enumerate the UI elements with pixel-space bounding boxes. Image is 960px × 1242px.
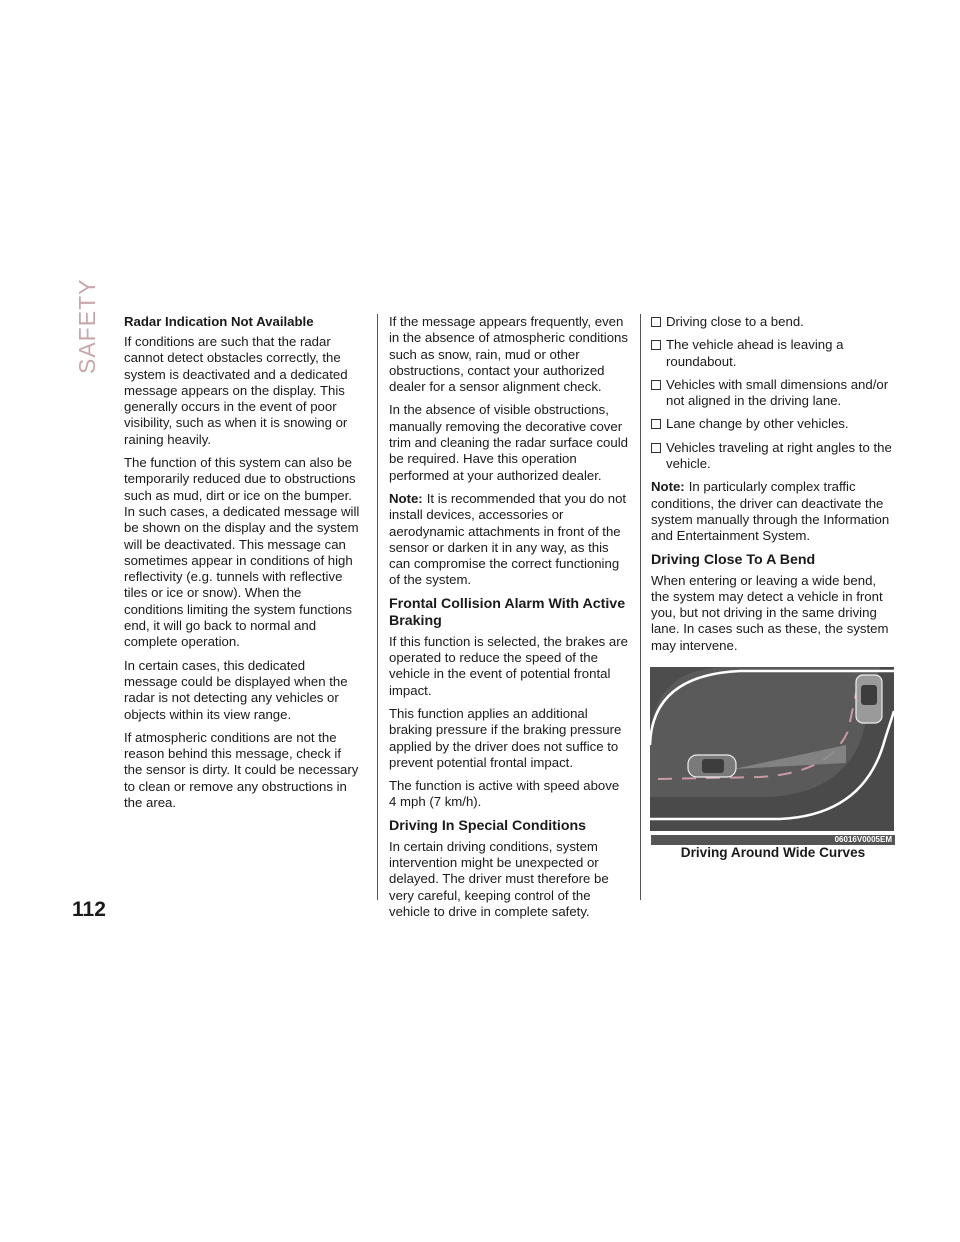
note-text: In particularly complex traffic conditions, the driver can deactivate the system manually through the Information and Entertainment System. — [651, 479, 890, 544]
figure-code-bar — [651, 835, 895, 845]
note-label: Note: — [651, 479, 685, 495]
figure-caption: Driving Around Wide Curves — [651, 845, 895, 861]
section-tab — [70, 278, 100, 378]
note — [389, 491, 629, 589]
heading-close-to-bend: Driving Close To A Bend — [651, 551, 816, 568]
paragraph: In certain driving conditions, system intervention might be unexpected or delayed. The driver must therefore be very careful, keeping control of the vehicle to drive in complete safety. — [389, 838, 609, 919]
checkbox-bullet-icon — [651, 340, 661, 350]
paragraph: If conditions are such that the radar cannot detect obstacles correctly, the system is deactivated and a dedicated message appears on the display. This generally occurs in the event of poor visibility, such as when it is snowing or raining heavily. — [124, 334, 348, 447]
column-divider — [640, 314, 641, 900]
column-divider — [377, 314, 378, 900]
heading-radar-indication: Radar Indication Not Available — [124, 314, 314, 329]
heading-frontal-collision: Frontal Collision Alarm With Active Braking — [389, 595, 626, 629]
paragraph: In certain cases, this dedicated message could be displayed when the radar is not detecting any vehicles or objects within its view range. — [124, 657, 348, 722]
list-item: Vehicles traveling at right angles to the vehicle. — [651, 440, 897, 473]
list-item: Vehicles with small dimensions and/or not aligned in the driving lane. — [651, 377, 897, 410]
checkbox-bullet-icon — [651, 419, 661, 429]
paragraph: If atmospheric conditions are not the reason behind this message, check if the sensor is dirty. It could be necessary to clean or remove any obstructions in the area. — [124, 729, 359, 811]
list-item: The vehicle ahead is leaving a roundabout. — [651, 337, 897, 370]
column-2 — [389, 314, 629, 927]
paragraph: If this function is selected, the brakes are operated to reduce the speed of the vehicle in the event of potential frontal impact. — [389, 633, 628, 698]
curve-illustration — [650, 667, 894, 831]
heading-special-conditions: Driving In Special Conditions — [389, 817, 587, 834]
paragraph: This function applies an additional braking pressure if the braking pressure applied by the driver does not suffice to prevent potential frontal impact. — [389, 705, 622, 770]
note-label: Note: — [389, 490, 423, 506]
checkbox-bullet-icon — [651, 380, 661, 390]
column-1 — [124, 314, 360, 818]
column-3 — [651, 314, 897, 861]
list-item: Driving close to a bend. — [651, 314, 897, 330]
figure-code: 06016V0005EM — [834, 835, 892, 845]
note-text: It is recommended that you do not install devices, accessories or aerodynamic attachments in front of the sensor or darken it in any way, as this can compromise the correct functioning of the system. — [389, 490, 627, 588]
paragraph: In the absence of visible obstructions, manually removing the decorative cover trim and cleaning the radar surface could be required. Have this operation performed at your authorized dealer. — [389, 402, 628, 483]
paragraph: When entering or leaving a wide bend, the system may detect a vehicle in front you, but not driving in the same driving lane. In cases such as these, the system may intervene. — [651, 572, 889, 653]
checkbox-bullet-icon — [651, 443, 661, 453]
note — [651, 479, 897, 544]
figure-wide-curves — [651, 661, 895, 861]
paragraph: The function of this system can also be temporarily reduced due to obstructions such as mud, dirt or ice on the bumper. In such cases, a dedicated message will be shown on the display and the system will be deactivated. This message can sometimes appear in conditions of high reflectivity (e.g. tunnels with reflective tiles or ice or snow). When the conditions limiting the system functions end, it will go back to normal and complete operation. — [124, 455, 360, 650]
list-item: Lane change by other vehicles. — [651, 416, 897, 432]
checkbox-bullet-icon — [651, 317, 661, 327]
paragraph: The function is active with speed above 4 mph (7 km/h). — [389, 778, 620, 810]
section-label: SAFETY — [74, 278, 100, 374]
paragraph: If the message appears frequently, even in the absence of atmospheric conditions such as snow, rain, mud or other obstructions, contact your authorized dealer for a sensor alignment check. — [389, 314, 628, 395]
page-number: 112 — [72, 898, 106, 921]
